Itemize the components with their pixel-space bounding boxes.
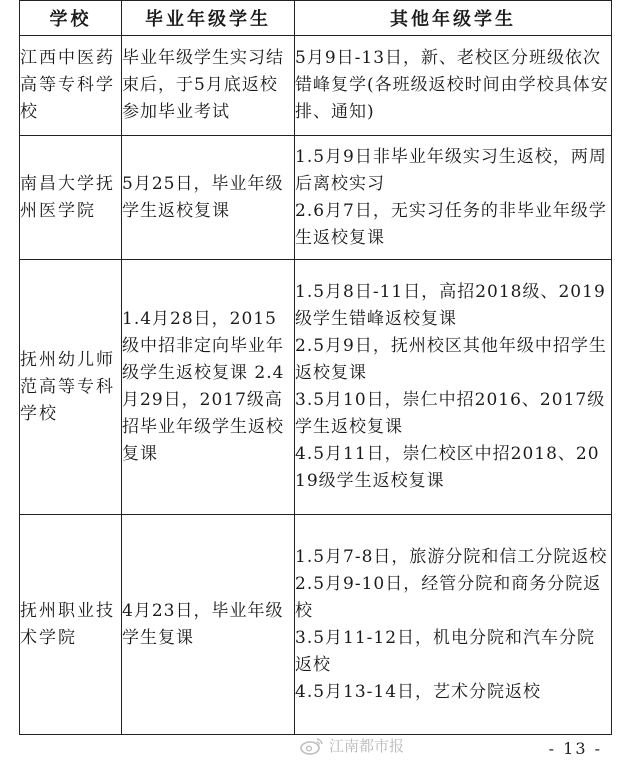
other-grades-item: 3.5月11-12日，机电分院和汽车分院返校 — [295, 627, 596, 675]
header-school: 学校 — [20, 1, 122, 36]
school-name: 抚州职业技术学院 — [20, 515, 122, 735]
other-grades-item: 2.5月9日，抚州校区其他年级中招学生返校复课 — [295, 336, 607, 383]
other-grades-item: 5月9日-13日，新、老校区分班级依次错峰复学(各班级返校时间由学校具体安排、通知) — [295, 48, 609, 122]
graduating-item: 5月25日，毕业年级学生返校复课 — [122, 173, 284, 221]
other-grades-item: 2.5月9-10日，经管分院和商务分院返校 — [295, 573, 602, 621]
other-grades-item: 2.6月7日，无实习任务的非毕业年级学生返校复课 — [295, 200, 607, 248]
page-number: - 13 - — [548, 739, 602, 758]
other-grades-cell — [295, 36, 612, 136]
graduating-item: 毕业年级学生实习结束后，于5月底返校参加毕业考试 — [122, 48, 284, 122]
other-grades-item: 1.5月8日-11日，高招2018级、2019级学生错峰返校复课 — [295, 282, 606, 329]
other-grades-item: 3.5月10日，崇仁中招2016、2017级学生返校复课 — [295, 390, 606, 437]
table-row — [20, 36, 612, 136]
school-name: 江西中医药高等专科学校 — [20, 36, 122, 136]
graduating-cell — [122, 260, 295, 515]
watermark-text: 江南都市报 — [329, 737, 405, 755]
other-grades-item: 1.5月9日非毕业年级实习生返校，两周后离校实习 — [295, 146, 607, 194]
weibo-icon — [300, 737, 324, 755]
other-grades-item: 4.5月11日，崇仁校区中招2018、2019级学生返校复课 — [295, 444, 600, 491]
other-grades-cell — [295, 515, 612, 735]
other-grades-cell — [295, 260, 612, 515]
school-name: 抚州幼儿师范高等专科学校 — [20, 260, 122, 515]
header-graduating: 毕业年级学生 — [122, 1, 295, 36]
table-row — [20, 136, 612, 260]
other-grades-item: 1.5月7-8日，旅游分院和信工分院返校 — [295, 546, 608, 567]
table-row — [20, 515, 612, 735]
table-header-row — [20, 1, 612, 36]
other-grades-cell — [295, 136, 612, 260]
other-grades-item: 4.5月13-14日，艺术分院返校 — [295, 681, 542, 702]
table-row — [20, 260, 612, 515]
graduating-item: 1.4月28日，2015级中招非定向毕业年级学生返校复课 — [122, 309, 284, 383]
graduating-cell — [122, 36, 295, 136]
document-page — [19, 0, 611, 735]
return-schedule-table — [19, 0, 612, 735]
watermark — [300, 735, 404, 756]
graduating-item: 2.4月29日，2017级高招毕业年级学生返校复课 — [122, 363, 285, 464]
graduating-item: 4月23日，毕业年级学生复课 — [122, 600, 284, 648]
header-other: 其他年级学生 — [295, 1, 612, 36]
school-name: 南昌大学抚州医学院 — [20, 136, 122, 260]
graduating-cell — [122, 136, 295, 260]
graduating-cell — [122, 515, 295, 735]
